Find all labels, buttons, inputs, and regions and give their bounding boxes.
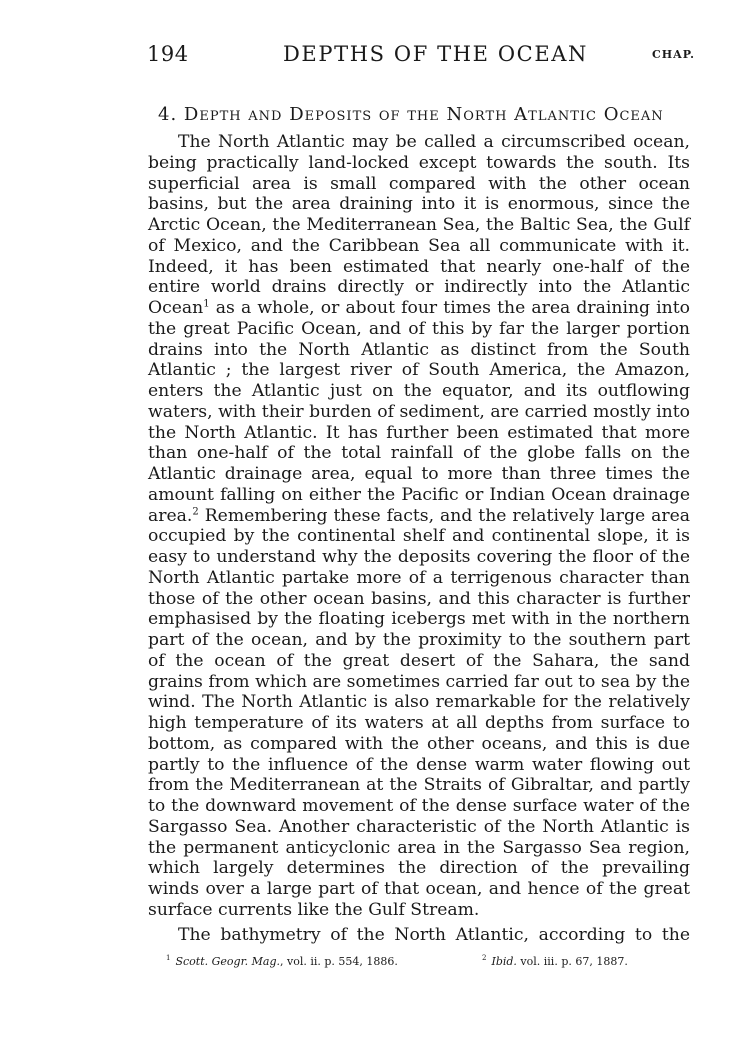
- footnote-detail: vol. iii. p. 67, 1887.: [516, 955, 628, 968]
- paragraph-text-part-2: as a whole, or about four times the area draining into the great Pacific Ocean, and of this by far the larger portion drains into the North Atlantic as distinct from the South Atlantic ; the largest river of South America, the Amazon, enters the Atlantic just on the equator, and its outflowing waters, with their burden of sediment, are carried mostly into the North Atlantic. It has further been estimated that more than one-half of the total rainfall of the globe falls on the Atlantic drainage area, equal to more than three times the amount falling on either the Pacific or Indian Ocean drainage area.: [148, 298, 690, 526]
- main-text: [148, 132, 690, 921]
- running-head: [147, 42, 695, 72]
- footnote-1: [166, 955, 398, 968]
- paragraph-text-part-1: The North Atlantic may be called a circumscribed ocean, being practically land-locked except towards the south. Its superficial area is small compared with the other ocean basins, but the area draining into it is enormous, since the Arctic Ocean, the Mediterranean Sea, the Baltic Sea, the Gulf of Mexico, and the Caribbean Sea all communicate with it. Indeed, it has been estimated that nearly one-half of the entire world drains directly or indirectly into the Atlantic Ocean: [148, 132, 690, 318]
- paragraph-text-part-3: Remembering these facts, and the relatively large area occupied by the continental shelf and continental slope, it is easy to understand why the deposits covering the floor of the North Atlantic partake more of a terrigenous character than those of the other ocean basins, and this character is further emphasised by the floating icebergs met with in the northern part of the ocean, and by the proximity to the southern part of the ocean of the great desert of the Sahara, the sand grains from which are sometimes carried far out to sea by the wind. The North Atlantic is also remarkable for the relatively high temperature of its waters at all depths from surface to bottom, as compared with the other oceans, and this is due partly to the influence of the dense warm water flowing out from the Mediterranean at the Straits of Gibraltar, and partly to the downward movement of the dense surface water of the Sargasso Sea. Another characteristic of the North Atlantic is the permanent anticyclonic area in the Sargasso Sea region, which largely determines the direction of the prevailing winds over a large part of that ocean, and hence of the great surface currents like the Gulf Stream.: [148, 505, 690, 920]
- page-number: 194: [147, 42, 189, 66]
- paragraph-north-atlantic-overview: [148, 132, 690, 921]
- footnote-reference-2: 2: [192, 505, 199, 517]
- chapter-label: CHAP.: [652, 48, 695, 61]
- footnote-reference-1: 1: [203, 298, 210, 310]
- paragraph-bathymetry-start: The bathymetry of the North Atlantic, according to the: [178, 925, 690, 945]
- section-heading: 4. Depth and Deposits of the North Atlantic Ocean: [158, 104, 664, 125]
- footnote-detail: , vol. ii. p. 554, 1886.: [280, 955, 398, 968]
- running-title: DEPTHS OF THE OCEAN: [283, 42, 589, 66]
- footnote-source: Ibid.: [491, 955, 517, 968]
- footnote-marker: 1: [166, 954, 171, 963]
- footnote-marker: 2: [482, 954, 487, 963]
- footnote-source: Scott. Geogr. Mag.: [175, 955, 280, 968]
- footnote-2: [482, 955, 628, 968]
